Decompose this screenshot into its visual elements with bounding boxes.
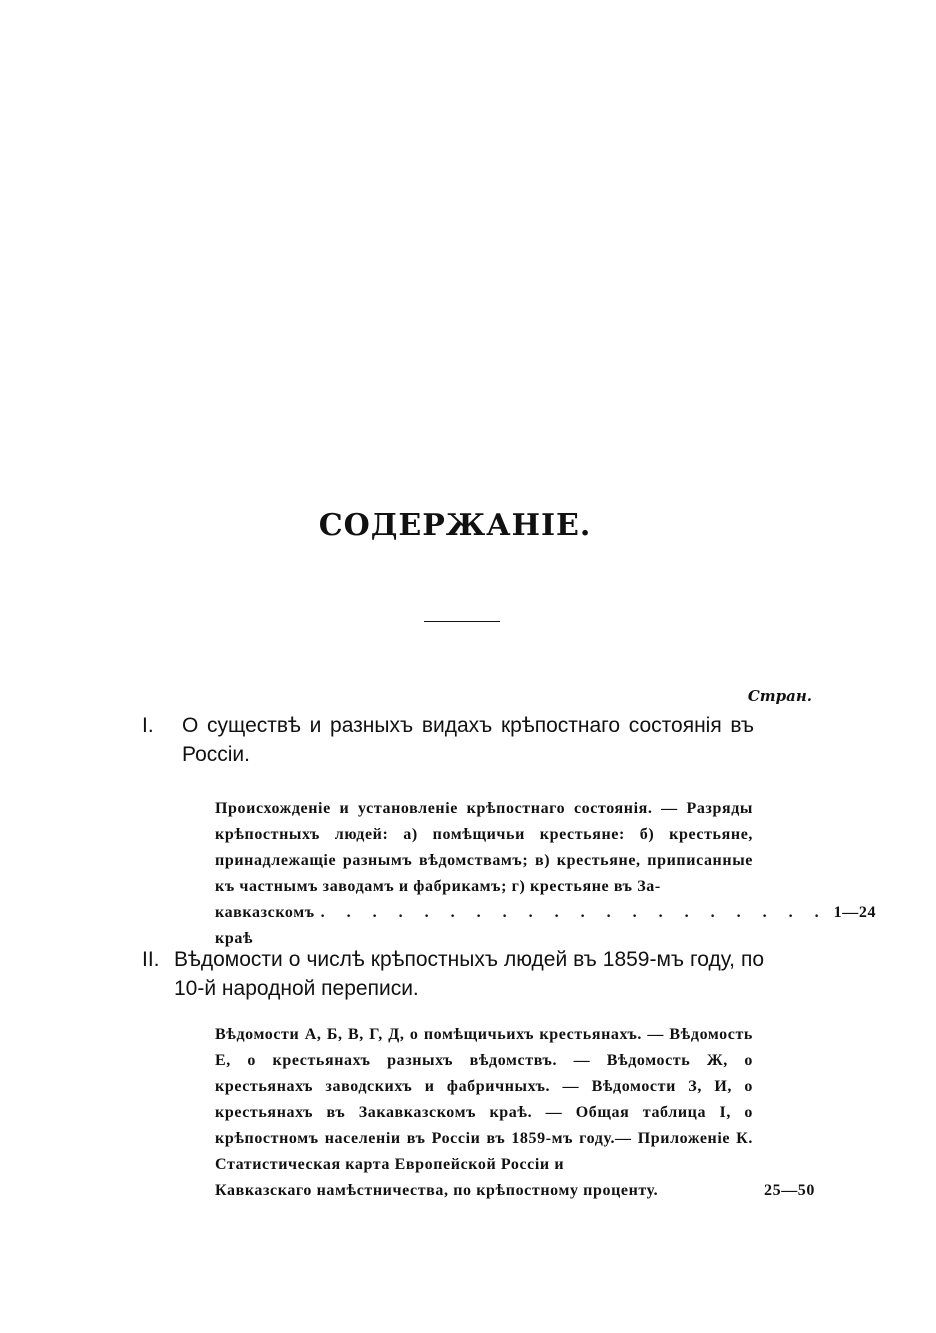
section-2-title: Вѣдомости о числѣ крѣпостныхъ людей въ 1859-мъ году, по 10-й народной переписи. [174, 948, 764, 1000]
section-1-dot-leader: . . . . . . . . . . . . . . . . . . . . [320, 904, 828, 921]
section-1-summary [215, 796, 877, 952]
section-2-summary-last-line [215, 1178, 815, 1204]
section-2-summary-text: Вѣдомости А, Б, В, Г, Д, о помѣщичьихъ крестьянахъ. — Вѣдомость Е, о крестьянахъ разныхъ вѣдомствъ. — Вѣдомость Ж, о крестьянахъ заводскихъ и фабричныхъ. — Вѣдомости З, И, о крестьянахъ въ Закавказскомъ краѣ. — Общая таблица I, о крѣпостномъ населеніи въ Россіи въ 1859-мъ году.— Приложеніе К. Статистическая карта Европейской Россіи и [215, 1026, 753, 1173]
section-1-heading [142, 711, 754, 769]
section-2-summary-end: Кавказскаго намѣстничества, по крѣпостному проценту. [215, 1182, 659, 1199]
page-title: СОДЕРЖАНІЕ. [318, 508, 592, 543]
section-2-numeral: II. [142, 948, 160, 971]
section-1-pages: 1—24 [833, 904, 877, 921]
title-divider [424, 621, 500, 622]
section-1-summary-text: Происхожденіе и установленіе крѣпостнаго состоянія. — Разряды крѣпостныхъ людей: а) помѣщичьи крестьяне: б) крестьяне, принадлежащіе разнымъ вѣдомствамъ; в) крестьяне, приписанные къ частнымъ заводамъ и фабрикамъ; г) крестьяне въ За- [215, 800, 753, 895]
section-2-pages: 25—50 [764, 1182, 815, 1199]
section-1-summary-end: кавказскомъ краѣ [215, 904, 315, 947]
section-1-numeral: I. [142, 714, 154, 737]
section-2-summary [215, 1022, 815, 1204]
section-1-title: О существѣ и разныхъ видахъ крѣпостнаго состоянія въ Россіи. [182, 714, 754, 766]
pages-column-label: Стран. [747, 687, 812, 705]
section-2-heading [142, 945, 764, 1003]
